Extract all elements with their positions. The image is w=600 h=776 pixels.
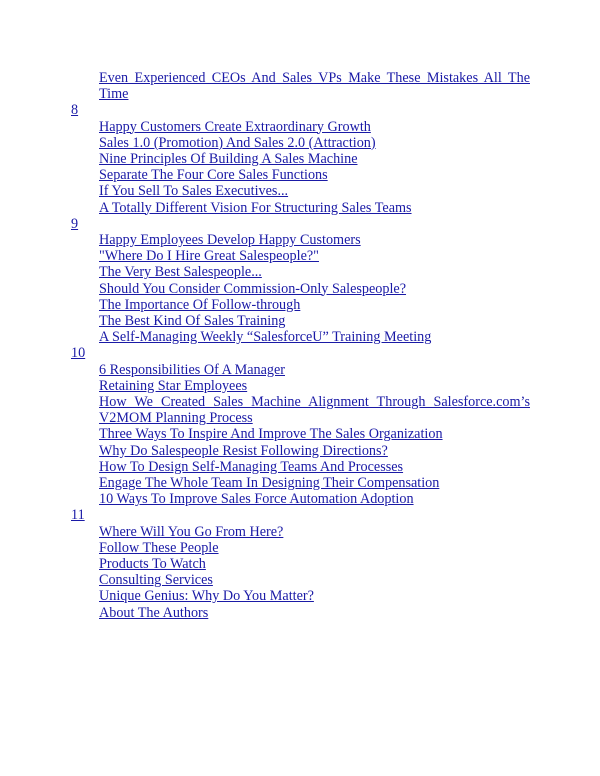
toc-entry-link[interactable]: Nine Principles Of Building A Sales Machine: [99, 151, 358, 167]
toc-entry-link[interactable]: Products To Watch: [99, 556, 206, 573]
toc-entry-link[interactable]: How To Design Self-Managing Teams And Processes: [99, 458, 404, 475]
toc-entry-link[interactable]: About The Authors: [99, 604, 209, 621]
chapter-10-link[interactable]: 10: [71, 345, 86, 362]
toc-entry-link[interactable]: Follow These People: [99, 539, 219, 556]
toc-entry-link[interactable]: Separate The Four Core Sales Functions: [99, 167, 328, 184]
toc-entry-link[interactable]: Consulting Services: [99, 572, 213, 589]
toc-entry-link[interactable]: The Very Best Salespeople...: [99, 264, 262, 281]
toc-entry-link[interactable]: If You Sell To Sales Executives...: [99, 183, 289, 200]
toc-entry-link[interactable]: Even Experienced CEOs And Sales VPs Make These Mistakes All The Time: [99, 70, 530, 103]
toc-entry-link[interactable]: 10 Ways To Improve Sales Force Automation Adoption: [99, 491, 414, 508]
toc-entry-link[interactable]: Three Ways To Inspire And Improve The Sales Organization: [99, 426, 443, 443]
toc-entry-link[interactable]: Happy Customers Create Extraordinary Growth: [99, 118, 371, 135]
toc-entry-link[interactable]: Unique Genius: Why Do You Matter?: [99, 588, 314, 605]
table-of-contents: [71, 70, 530, 621]
toc-entry-link[interactable]: "Where Do I Hire Great Salespeople?": [99, 248, 319, 265]
toc-entry-link[interactable]: How We Created Sales Machine Alignment Through Salesforce.com’s V2MOM Planning Process: [99, 394, 530, 427]
toc-entry-link[interactable]: Retaining Star Employees: [99, 377, 248, 394]
toc-entry-link[interactable]: Where Will You Go From Here?: [99, 523, 284, 540]
toc-entry-link[interactable]: 6 Responsibilities Of A Manager: [99, 361, 285, 378]
chapter-9-link[interactable]: 9: [71, 215, 79, 232]
toc-entry-link[interactable]: Should You Consider Commission-Only Salespeople?: [99, 280, 407, 297]
chapter-11-link[interactable]: 11: [71, 507, 85, 524]
toc-entry-link[interactable]: A Totally Different Vision For Structuring Sales Teams: [99, 199, 412, 216]
chapter-8-link[interactable]: 8: [71, 102, 79, 119]
toc-entry-link[interactable]: Engage The Whole Team In Designing Their Compensation: [99, 475, 440, 492]
toc-entry-link[interactable]: The Importance Of Follow-through: [99, 296, 301, 313]
toc-entry-link[interactable]: Why Do Salespeople Resist Following Directions?: [99, 442, 388, 459]
toc-entry-link[interactable]: A Self-Managing Weekly “SalesforceU” Training Meeting: [99, 329, 432, 346]
toc-entry-link[interactable]: Happy Employees Develop Happy Customers: [99, 232, 361, 248]
toc-entry-link[interactable]: Sales 1.0 (Promotion) And Sales 2.0 (Attraction): [99, 134, 376, 151]
toc-entry-link[interactable]: The Best Kind Of Sales Training: [99, 313, 286, 330]
